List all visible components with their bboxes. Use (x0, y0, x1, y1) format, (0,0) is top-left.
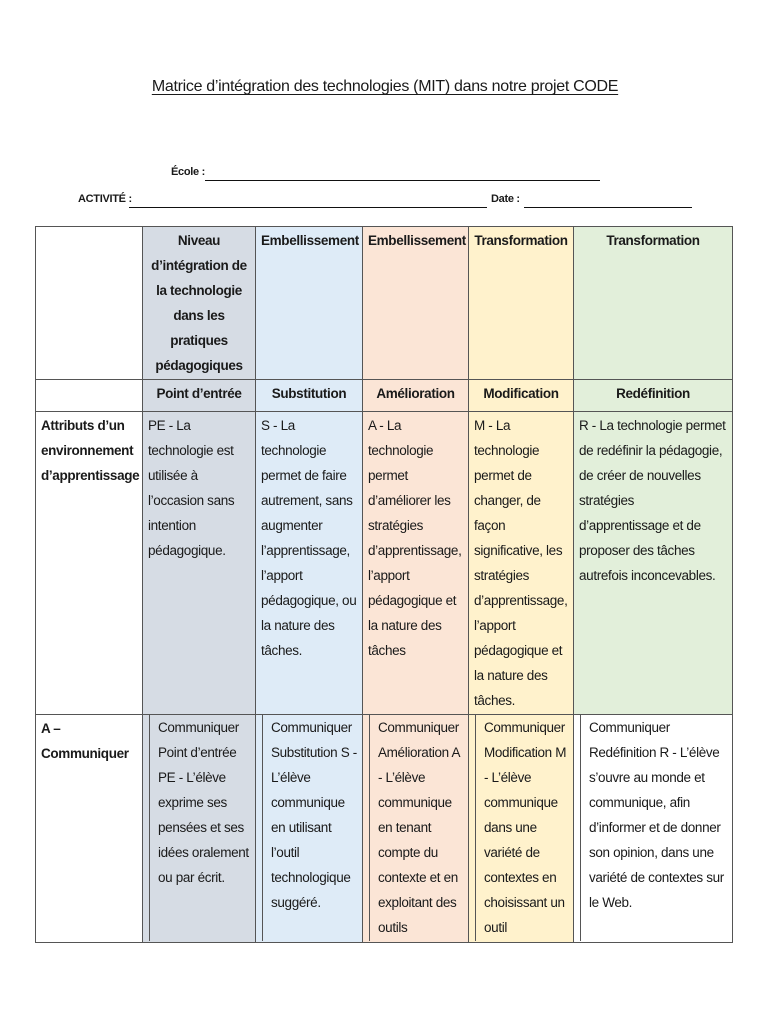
header-niveau: Niveau d’intégration de la technologie dans les pratiques pédagogiques (143, 227, 256, 380)
subheader-row (36, 380, 733, 412)
communiquer-s: Communiquer Substitution S - L’élève communique en utilisant l’outil technologique suggéré. (262, 715, 358, 941)
attributs-r: R - La technologie permet de redéfinir la pédagogie, de créer de nouvelles stratégies d’apprentissage et de proposer des tâches autrefois inconcevables. (574, 412, 733, 715)
communiquer-label: A – Communiquer (36, 715, 143, 943)
communiquer-a: Communiquer Amélioration A - L’élève communique en tenant compte du contexte et en exploitant des outils (369, 715, 464, 941)
document-title: Matrice d’intégration des technologies (MIT) dans notre projet CODE (151, 78, 619, 95)
communiquer-row (36, 715, 733, 943)
subheader-substitution: Substitution (256, 380, 363, 412)
subheader-redefinition: Redéfinition (574, 380, 733, 412)
header-embellissement-2: Embellissement (363, 227, 469, 380)
communiquer-pe-cell (143, 715, 256, 943)
corner-cell (36, 227, 143, 380)
communiquer-m: Communiquer Modification M - L’élève communique dans une variété de contextes en choisissant un outil (475, 715, 569, 941)
attributs-pe: PE - La technologie est utilisée à l’occasion sans intention pédagogique. (143, 412, 256, 715)
header-row (36, 227, 733, 380)
communiquer-a-cell (363, 715, 469, 943)
attributs-row (36, 412, 733, 715)
attributs-m: M - La technologie permet de changer, de façon significative, les stratégies d’apprentissage, l’apport pédagogique et la nature des tâches. (469, 412, 574, 715)
mit-table (35, 226, 733, 943)
ecole-label: École : (171, 166, 205, 178)
attributs-label: Attributs d’un environnement d’apprentissage (36, 412, 143, 715)
ecole-line (205, 166, 600, 181)
communiquer-r: Communiquer Redéfinition R - L’élève s’ouvre au monde et communique, afin d’informer et de donner son opinion, dans une variété de contextes sur le Web. (580, 715, 728, 941)
attributs-a: A - La technologie permet d’améliorer les stratégies d’apprentissage, l’apport pédagogique et la nature des tâches (363, 412, 469, 715)
date-line (524, 193, 692, 208)
communiquer-s-cell (256, 715, 363, 943)
activite-line (129, 193, 487, 208)
date-label: Date : (491, 193, 520, 205)
activite-label: ACTIVITÉ : (78, 193, 132, 205)
header-embellissement-1: Embellissement (256, 227, 363, 380)
header-transformation-1: Transformation (469, 227, 574, 380)
attributs-s: S - La technologie permet de faire autrement, sans augmenter l’apprentissage, l’apport pédagogique, ou la nature des tâches. (256, 412, 363, 715)
communiquer-m-cell (469, 715, 574, 943)
subheader-empty (36, 380, 143, 412)
communiquer-r-cell (574, 715, 733, 943)
communiquer-pe: Communiquer Point d’entrée PE - L’élève exprime ses pensées et ses idées oralement ou par écrit. (149, 715, 251, 941)
header-transformation-2: Transformation (574, 227, 733, 380)
subheader-modification: Modification (469, 380, 574, 412)
subheader-point-entree: Point d’entrée (143, 380, 256, 412)
subheader-amelioration: Amélioration (363, 380, 469, 412)
